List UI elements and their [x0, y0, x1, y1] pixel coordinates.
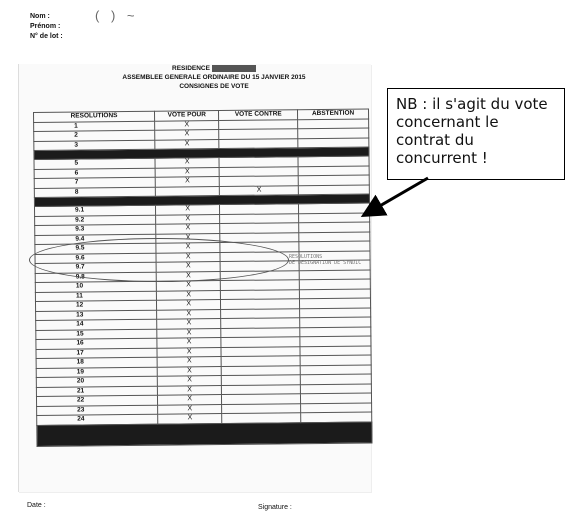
vote-cell-pour: X [157, 338, 222, 348]
bleed-through-text [289, 254, 361, 266]
vote-cell-pour: X [156, 252, 221, 262]
vote-cell-pour: X [157, 357, 222, 367]
resolution-number: 9.7 [35, 262, 156, 273]
resolution-number: 7 [34, 177, 155, 188]
field-prenom: Prénom : [30, 23, 61, 30]
scanned-ballot [18, 64, 371, 492]
resolution-number: 11 [35, 291, 156, 302]
header-fields [30, 12, 63, 42]
assembly-title: ASSEMBLEE GENERALE ORDINAIRE DU 15 JANVIER 2015 [122, 74, 306, 81]
vote-cell-pour: X [155, 177, 220, 187]
vote-cell-pour: X [157, 385, 222, 395]
field-nom: Nom : [30, 13, 50, 20]
resolution-number: 18 [36, 357, 157, 368]
vote-cell-pour: X [157, 395, 222, 405]
resolution-number: 9.4 [35, 234, 156, 245]
vote-cell-pour: X [156, 224, 221, 234]
handwritten-scrawl: ( ) ~ [95, 8, 139, 23]
resolution-number: 22 [36, 395, 157, 406]
ghost-line-1: RESOLUTIONS [289, 254, 323, 260]
vote-cell-pour: X [156, 271, 221, 281]
resolution-number: 15 [36, 329, 157, 340]
resolution-number: 3 [34, 140, 155, 151]
resolution-number: 2 [34, 130, 155, 141]
vote-cell-pour: X [155, 167, 220, 177]
resolution-number: 9.8 [35, 272, 156, 283]
resolution-number: 24 [37, 414, 158, 425]
vote-cell-pour: X [157, 376, 222, 386]
resolution-number: 9.6 [35, 253, 156, 264]
redaction-blot [212, 65, 256, 72]
field-lot: N° de lot : [30, 33, 63, 40]
ghost-line-2: DE DESIGNATION DE SYNDIC [289, 260, 362, 266]
resolution-number: 23 [37, 405, 158, 416]
column-header: VOTE CONTRE [219, 110, 298, 120]
vote-cell-pour: X [156, 290, 221, 300]
resolution-number: 13 [36, 310, 157, 321]
resolution-number: 9.1 [34, 205, 155, 216]
vote-cell-pour: X [157, 319, 222, 329]
vote-cell-pour: X [155, 130, 220, 140]
vote-cell-pour: X [155, 120, 220, 130]
vote-cell-pour: X [157, 347, 222, 357]
resolution-number: 10 [35, 281, 156, 292]
vote-cell-pour: X [157, 328, 222, 338]
vote-cell-pour: X [156, 214, 221, 224]
resolution-number: 1 [34, 121, 155, 132]
vote-cell-pour: X [157, 309, 222, 319]
signature-label: Signature : [258, 504, 292, 511]
highlight-ellipse [29, 238, 289, 282]
bottom-bar-cell [37, 421, 372, 446]
resolution-number: 12 [35, 300, 156, 311]
column-header: ABSTENTION [298, 109, 369, 119]
instructions-title: CONSIGNES DE VOTE [179, 83, 249, 90]
vote-cell-pour: X [156, 262, 221, 272]
vote-cell-pour: X [158, 414, 223, 424]
votes-table-body [34, 118, 372, 445]
vote-cell-pour: X [155, 205, 220, 215]
column-header: RESOLUTIONS [34, 111, 155, 122]
callout-text: NB : il s'agit du vote concernant le contrat du concurrent ! [396, 95, 548, 167]
vote-cell-pour: X [156, 233, 221, 243]
column-header: VOTE POUR [154, 111, 219, 121]
vote-cell-pour: X [158, 404, 223, 414]
resolution-number: 9.5 [35, 243, 156, 254]
resolution-number: 17 [36, 348, 157, 359]
resolution-number: 9.2 [35, 215, 156, 226]
bottom-bar [37, 421, 372, 446]
vote-cell-pour: X [157, 366, 222, 376]
vote-cell-pour: X [156, 281, 221, 291]
vote-cell-pour: X [156, 300, 221, 310]
vote-cell-pour: X [156, 243, 221, 253]
resolution-number: 6 [34, 168, 155, 179]
resolution-number: 14 [36, 319, 157, 330]
resolution-number: 9.3 [35, 224, 156, 235]
resolution-number: 5 [34, 158, 155, 169]
resolution-number: 16 [36, 338, 157, 349]
resolution-number: 21 [36, 386, 157, 397]
vote-cell-pour: X [155, 139, 220, 149]
resolution-number: 8 [34, 187, 155, 198]
annotation-callout [387, 88, 565, 180]
residence-title: RESIDENCE [172, 65, 210, 72]
title-block [109, 64, 319, 91]
resolution-number: 20 [36, 376, 157, 387]
date-label: Date : [27, 502, 46, 509]
vote-cell-pour: X [155, 158, 220, 168]
resolution-number: 19 [36, 367, 157, 378]
vote-cell-contre: X [220, 185, 299, 195]
